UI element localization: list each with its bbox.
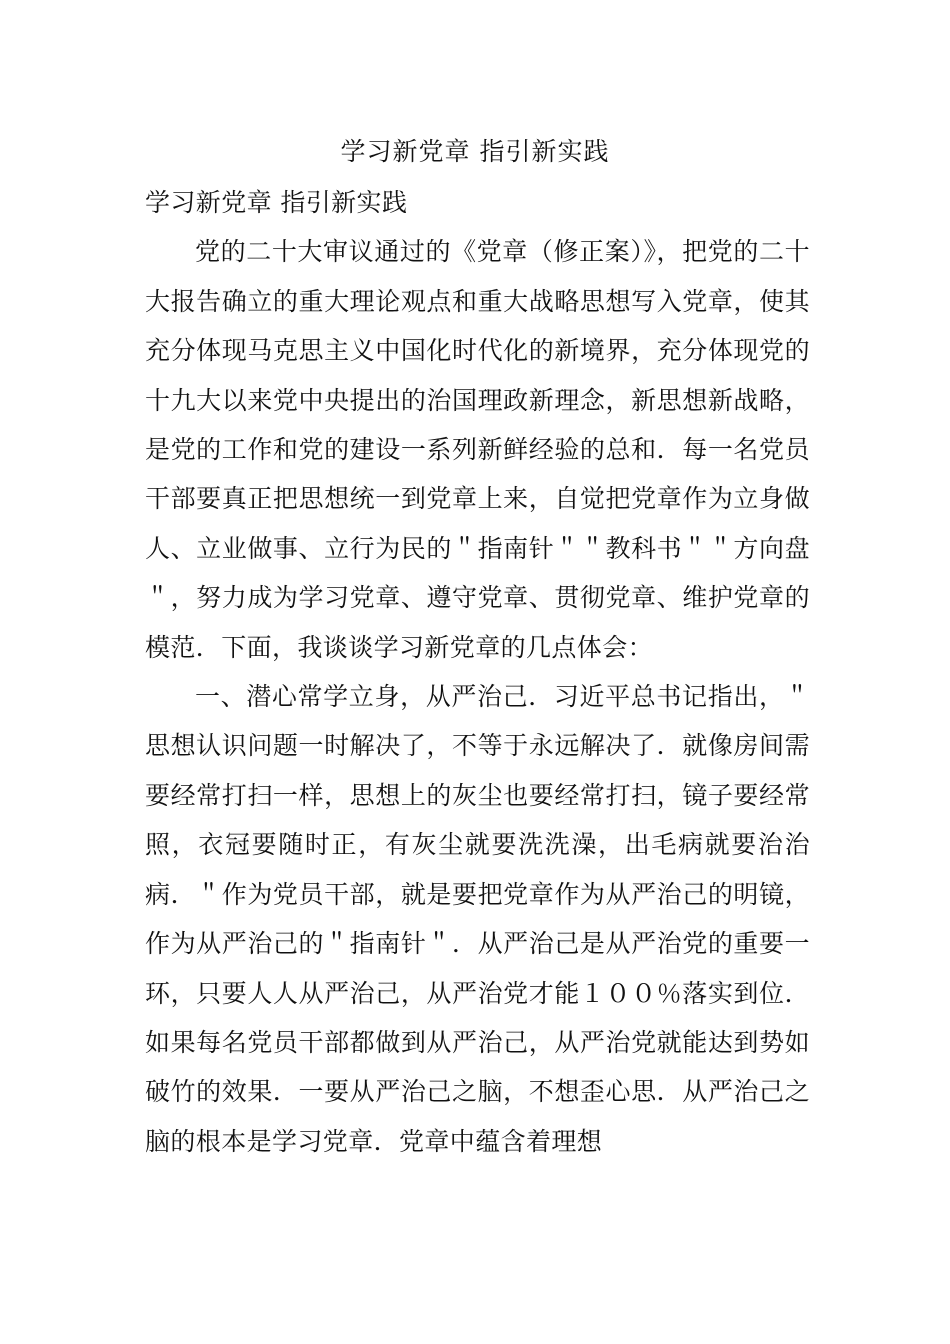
document-title: 学习新党章 指引新实践 xyxy=(340,137,610,166)
paragraph-section-one: 一、潜心常学立身，从严治己．习近平总书记指出，＂思想认识问题一时解决了，不等于永远解决了．就像房间需要经常打扫一样，思想上的灰尘也要经常打扫，镜子要经常照，衣冠要随时正，有灰尘就要洗洗澡，出毛病就要治治病．＂作为党员干部，就是要把党章作为从严治己的明镜，作为从严治己的＂指南针＂．从严治己是从严治党的重要一环，只要人人从严治己，从严治党才能１００％落实到位．如果每名党员干部都做到从严治己，从严治党就能达到势如破竹的效果．一要从严治己之脑，不想歪心思．从严治己之脑的根本是学习党章．党章中蕴含着理想 xyxy=(145,682,810,1156)
paragraph-intro: 党的二十大审议通过的《党章（修正案）》，把党的二十大报告确立的重大理论观点和重大战略思想写入党章，使其充分体现马克思主义中国化时代化的新境界，充分体现党的十九大以来党中央提出的治国理政新理念，新思想新战略，是党的工作和党的建设一系列新鲜经验的总和．每一名党员干部要真正把思想统一到党章上来，自觉把党章作为立身做人、立业做事、立行为民的＂指南针＂＂教科书＂＂方向盘＂，努力成为学习党章、遵守党章、贯彻党章、维护党章的模范．下面，我谈谈学习新党章的几点体会： xyxy=(145,237,810,662)
document-body xyxy=(145,178,810,1166)
document-subtitle: 学习新党章 指引新实践 xyxy=(145,188,408,217)
